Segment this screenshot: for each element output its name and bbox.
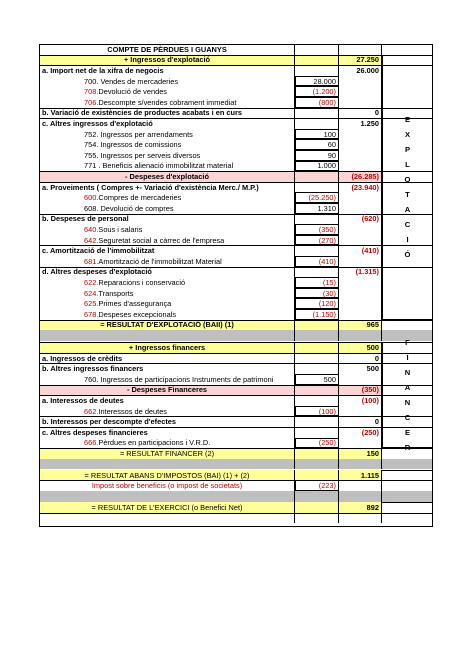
row-detail-value: (30) <box>295 288 339 299</box>
row-detail-value: (100) <box>295 406 339 417</box>
row-label <box>39 309 295 320</box>
row-total-value <box>339 192 382 203</box>
row-label: c. Amortització de l'immobilitzat <box>39 245 295 256</box>
row-label: c. Altres ingressos d'explotació <box>39 118 295 129</box>
account-description: Pèrdues en participacions i V.R.D. <box>98 438 211 448</box>
row-side-cell <box>382 44 433 55</box>
row-detail-value <box>295 65 339 76</box>
side-letter: N <box>404 397 411 407</box>
row-label <box>39 192 295 203</box>
section-header-row <box>39 385 433 396</box>
account-code: 625. <box>84 299 99 309</box>
row-detail-value <box>295 44 339 55</box>
sheet-title <box>39 44 433 55</box>
group-top-line <box>39 427 433 428</box>
bai-row <box>39 470 433 481</box>
section-header-row <box>39 55 433 66</box>
account-code: 708. <box>84 87 99 97</box>
row-total-value <box>339 97 382 108</box>
group-row <box>39 182 433 193</box>
row-detail-value: (223) <box>295 480 339 491</box>
row-label: + Ingressos financers <box>39 342 295 353</box>
side-letter: P <box>404 144 411 154</box>
row-label: 608. Devolució de compres <box>39 203 295 214</box>
account-row <box>39 203 433 214</box>
spacer-row <box>39 491 433 502</box>
row-label <box>39 491 295 502</box>
result-top-line <box>39 448 433 449</box>
row-total-value: 892 <box>339 502 382 513</box>
row-detail-value <box>295 118 339 129</box>
row-total-value <box>339 161 382 172</box>
section-top-line <box>39 55 433 56</box>
row-total-value: 500 <box>339 342 382 353</box>
account-row <box>39 438 433 449</box>
group-top-line <box>39 214 433 215</box>
row-side-cell <box>382 480 433 491</box>
row-detail-value <box>295 214 339 225</box>
side-letter: I <box>406 234 409 244</box>
side-letter: A <box>404 204 411 214</box>
row-total-value: 150 <box>339 448 382 459</box>
account-row <box>39 256 433 267</box>
row-detail-value: (270) <box>295 235 339 246</box>
row-side-cell <box>382 459 433 470</box>
row-label: b. Variació de existències de productes acabats i en curs <box>39 108 295 119</box>
row-detail-value <box>295 448 339 459</box>
row-detail-value: (15) <box>295 277 339 288</box>
group-top-line <box>39 416 433 417</box>
row-detail-value <box>295 427 339 438</box>
row-label: b. Interessos per descompte d'efectes <box>39 416 295 427</box>
row-total-value: 0 <box>339 108 382 119</box>
row-label: = RESULTAT D'EXPLOTACIÓ (BAII) (1) <box>39 320 295 331</box>
row-detail-value: 90 <box>295 150 339 161</box>
row-side-cell <box>382 513 433 524</box>
row-detail-value <box>295 363 339 374</box>
account-row <box>39 192 433 203</box>
row-total-value: (410) <box>339 245 382 256</box>
row-detail-value <box>295 416 339 427</box>
group-top-line <box>39 108 433 109</box>
row-label: 752. Ingressos per arrendaments <box>39 129 295 140</box>
section-top-line <box>39 342 433 343</box>
account-description: Seguretat social a càrrec de l'empresa <box>98 235 225 245</box>
section-header-row <box>39 171 433 182</box>
row-detail-value <box>295 171 339 182</box>
row-label <box>39 298 295 309</box>
row-label <box>39 513 295 524</box>
row-label <box>39 277 295 288</box>
row-detail-value: (120) <box>295 298 339 309</box>
row-detail-value <box>295 182 339 193</box>
outer-border <box>432 44 433 526</box>
row-detail-value <box>295 513 339 524</box>
row-label <box>39 288 295 299</box>
row-detail-value: 100 <box>295 129 339 140</box>
row-total-value <box>339 491 382 502</box>
row-label: 755. Ingressos per serveis diversos <box>39 150 295 161</box>
account-description: Interessos de deutes <box>98 406 168 416</box>
group-row <box>39 427 433 438</box>
account-description: Transports <box>98 288 134 298</box>
row-label <box>39 330 295 341</box>
row-total-value: 27.250 <box>339 55 382 66</box>
row-label: 700. Vendes de mercaderies <box>39 76 295 87</box>
account-row <box>39 129 433 140</box>
result-top-line <box>39 320 433 321</box>
row-label: d. Altres despeses d'explotació <box>39 267 295 278</box>
row-total-value: (1.315) <box>339 267 382 278</box>
row-total-value <box>339 150 382 161</box>
result-row <box>39 320 433 331</box>
row-detail-value: (350) <box>295 224 339 235</box>
row-label: 760. Ingressos de participacions Instruments de patrimoni <box>39 374 295 385</box>
row-label: 754. Ingressos de comissions <box>39 139 295 150</box>
row-label: = RESULTAT ABANS D'IMPOSTOS (BAI) (1) + (2) <box>39 470 295 481</box>
side-letter: T <box>405 189 410 199</box>
group-row <box>39 65 433 76</box>
side-letter: E <box>404 114 411 124</box>
row-total-value: 1.250 <box>339 118 382 129</box>
row-label: - Despeses Financeres <box>39 385 295 396</box>
account-description: Amortització de l'immobilitzat Material <box>98 256 222 266</box>
group-row <box>39 118 433 129</box>
account-description: Compres de mercaderies <box>98 193 182 203</box>
row-detail-value <box>295 108 339 119</box>
row-detail-value: 1.310 <box>295 203 339 214</box>
account-code: 666. <box>84 438 99 448</box>
account-row <box>39 288 433 299</box>
row-total-value <box>339 129 382 140</box>
account-row <box>39 150 433 161</box>
row-label <box>39 438 295 449</box>
side-letter: O <box>404 174 411 184</box>
row-detail-value <box>295 342 339 353</box>
account-description: Devolució de vendes <box>98 87 168 97</box>
account-description: Despeses excepcionals <box>98 309 177 319</box>
row-label: - Despeses d'explotació <box>39 171 295 182</box>
row-total-value <box>339 309 382 320</box>
row-detail-value <box>295 267 339 278</box>
row-total-value: (23.940) <box>339 182 382 193</box>
row-label <box>39 86 295 97</box>
row-total-value <box>339 480 382 491</box>
account-row <box>39 139 433 150</box>
account-row <box>39 298 433 309</box>
row-detail-value <box>295 470 339 481</box>
group-row <box>39 353 433 364</box>
row-total-value <box>339 203 382 214</box>
row-detail-value <box>295 55 339 66</box>
row-label: c. Altres despeses financieres <box>39 427 295 438</box>
row-total-value <box>339 513 382 524</box>
group-row <box>39 395 433 406</box>
row-label: b. Altres ingressos financers <box>39 363 295 374</box>
side-letter: F <box>405 337 410 347</box>
row-side-cell <box>382 320 433 331</box>
account-row <box>39 406 433 417</box>
account-code: 624. <box>84 288 99 298</box>
side-letter: Ó <box>404 249 411 259</box>
row-detail-value <box>295 245 339 256</box>
exploitation-side-label <box>382 55 433 320</box>
account-code: 642. <box>84 235 99 245</box>
account-code: 678. <box>84 309 99 319</box>
row-detail-value: (1.150) <box>295 309 339 320</box>
row-label <box>39 97 295 108</box>
row-total-value <box>339 406 382 417</box>
row-label <box>39 235 295 246</box>
side-letter: R <box>404 442 411 452</box>
row-side-cell <box>382 491 433 502</box>
row-total-value <box>339 459 382 470</box>
group-row <box>39 267 433 278</box>
row-label: COMPTE DE PÈRDUES I GUANYS <box>39 44 295 55</box>
account-row <box>39 309 433 320</box>
outer-border <box>39 44 40 526</box>
account-code: 600. <box>84 193 99 203</box>
row-detail-value: 60 <box>295 139 339 150</box>
group-top-line <box>39 118 433 119</box>
section-header-row <box>39 342 433 353</box>
account-row <box>39 374 433 385</box>
row-detail-value: 500 <box>295 374 339 385</box>
row-label: 771 . Beneficis alienació immobilitzat material <box>39 161 295 172</box>
row-label: a. Import net de la xifra de negocis <box>39 65 295 76</box>
row-label <box>39 224 295 235</box>
row-label: = RESULTAT FINANCER (2) <box>39 448 295 459</box>
impost-row <box>39 480 433 491</box>
row-total-value <box>339 139 382 150</box>
account-description: Reparacions i conservació <box>98 277 186 287</box>
row-total-value: (26.285) <box>339 171 382 182</box>
row-total-value: (250) <box>339 427 382 438</box>
row-label: = RESULTAT DE L'EXERCICI (o Benefici Net) <box>39 502 295 513</box>
side-letter: X <box>404 129 411 139</box>
spacer-row <box>39 459 433 470</box>
row-detail-value: (410) <box>295 256 339 267</box>
row-total-value <box>339 298 382 309</box>
side-letter: L <box>405 159 410 169</box>
row-total-value: (350) <box>339 385 382 396</box>
row-total-value <box>339 76 382 87</box>
row-detail-value <box>295 491 339 502</box>
group-top-line <box>39 182 433 183</box>
row-total-value <box>339 256 382 267</box>
account-description: Primes d'assegurança <box>98 299 172 309</box>
row-total-value <box>339 235 382 246</box>
pnl-sheet <box>39 44 433 576</box>
empty-row <box>39 513 433 524</box>
row-label: Impost sobre beneficis (o impost de societats) <box>39 480 295 491</box>
row-total-value <box>339 438 382 449</box>
account-code: 681. <box>84 256 99 266</box>
row-total-value: 1.115 <box>339 470 382 481</box>
account-row <box>39 161 433 172</box>
row-label: a. Interessos de deutes <box>39 395 295 406</box>
account-row <box>39 235 433 246</box>
section-top-line <box>39 171 433 172</box>
row-detail-value <box>295 459 339 470</box>
row-detail-value: (250) <box>295 438 339 449</box>
account-description: Descompte s/vendes cobrament immediat <box>98 97 237 107</box>
row-total-value <box>339 44 382 55</box>
group-row <box>39 214 433 225</box>
group-row <box>39 108 433 119</box>
result-row <box>39 448 433 459</box>
row-side-cell <box>382 470 433 481</box>
group-row <box>39 416 433 427</box>
group-row <box>39 245 433 256</box>
row-total-value <box>339 374 382 385</box>
row-detail-value: (25.250) <box>295 192 339 203</box>
side-letter: E <box>404 427 411 437</box>
row-detail-value <box>295 502 339 513</box>
row-total-value: (100) <box>339 395 382 406</box>
side-letter: I <box>406 352 409 362</box>
side-letter: C <box>404 412 411 422</box>
row-total-value <box>339 277 382 288</box>
row-total-value: 0 <box>339 416 382 427</box>
row-label: a. Ingressos de crèdits <box>39 353 295 364</box>
row-label <box>39 459 295 470</box>
row-total-value <box>339 330 382 341</box>
account-code: 640. <box>84 224 99 234</box>
side-letter: C <box>404 219 411 229</box>
row-label <box>39 406 295 417</box>
row-detail-value <box>295 385 339 396</box>
account-code: 662. <box>84 406 99 416</box>
group-top-line <box>39 363 433 364</box>
row-label: + Ingressos d'explotació <box>39 55 295 66</box>
row-total-value <box>339 224 382 235</box>
account-code: 622. <box>84 277 99 287</box>
side-letter: N <box>404 367 411 377</box>
account-code: 706. <box>84 97 99 107</box>
account-row <box>39 224 433 235</box>
row-detail-value: (1.200) <box>295 86 339 97</box>
account-row <box>39 97 433 108</box>
group-row <box>39 363 433 374</box>
row-total-value <box>339 288 382 299</box>
row-total-value <box>339 86 382 97</box>
row-detail-value: (800) <box>295 97 339 108</box>
row-total-value: (620) <box>339 214 382 225</box>
row-label: a. Proveiments ( Compres +- Variació d'existència Merc./ M.P.) <box>39 182 295 193</box>
row-detail-value <box>295 320 339 331</box>
group-top-line <box>39 353 433 354</box>
row-detail-value <box>295 395 339 406</box>
row-detail-value <box>295 330 339 341</box>
group-top-line <box>39 395 433 396</box>
group-top-line <box>39 65 433 66</box>
spacer-row <box>39 330 433 341</box>
row-detail-value <box>295 353 339 364</box>
account-description: Sous i salaris <box>98 224 143 234</box>
row-detail-value: 1.000 <box>295 161 339 172</box>
side-letter: A <box>404 382 411 392</box>
row-total-value: 965 <box>339 320 382 331</box>
account-row <box>39 277 433 288</box>
bottom-border <box>39 526 433 527</box>
account-row <box>39 86 433 97</box>
net-result-row <box>39 502 433 513</box>
row-side-cell <box>382 502 433 513</box>
financial-side-label <box>382 337 433 452</box>
section-top-line <box>39 385 433 386</box>
group-top-line <box>39 245 433 246</box>
row-detail-value: 28.000 <box>295 76 339 87</box>
row-label <box>39 256 295 267</box>
group-top-line <box>39 267 433 268</box>
account-row <box>39 76 433 87</box>
row-total-value: 0 <box>339 353 382 364</box>
row-total-value: 500 <box>339 363 382 374</box>
row-total-value: 26.000 <box>339 65 382 76</box>
row-label: b. Despeses de personal <box>39 214 295 225</box>
